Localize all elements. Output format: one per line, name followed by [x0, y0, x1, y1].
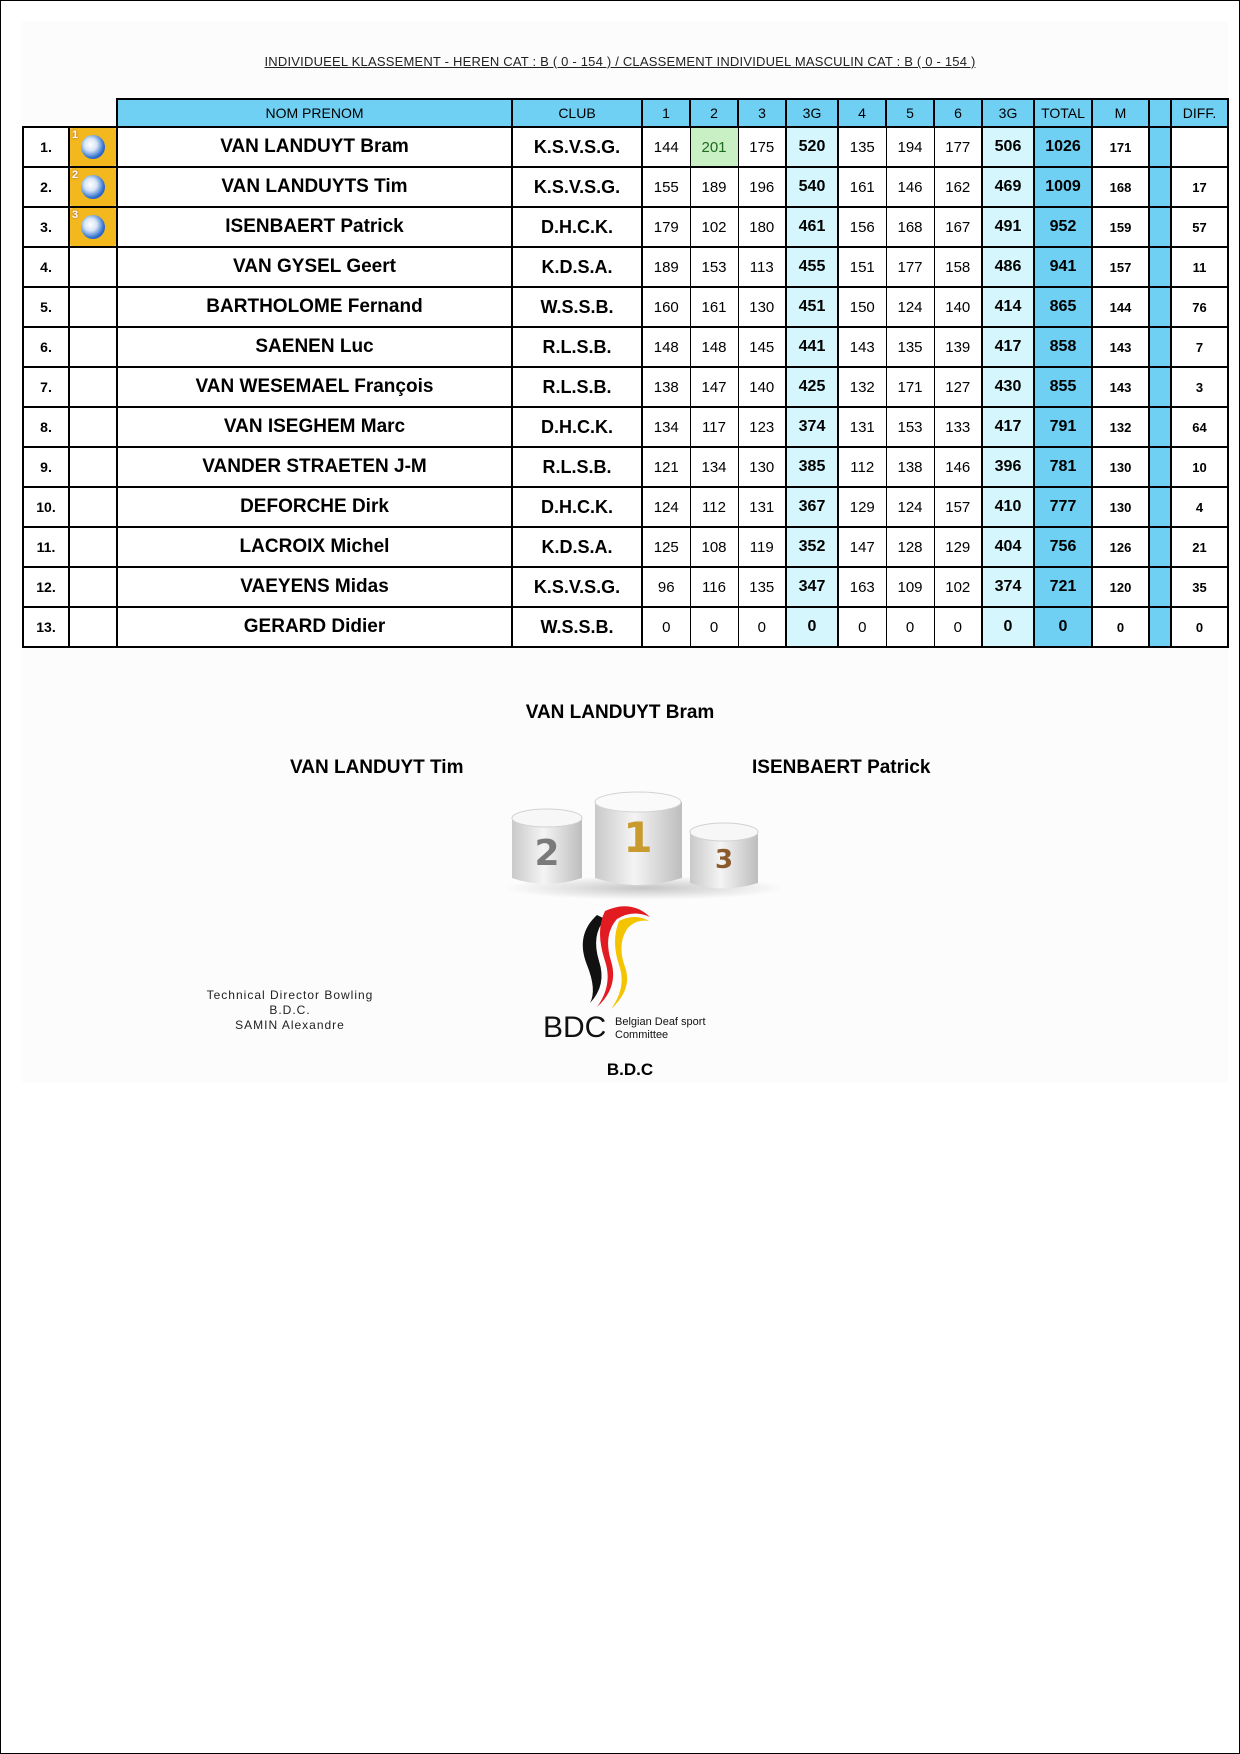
table-row	[23, 327, 1228, 367]
club-code: W.S.S.B.	[512, 607, 642, 647]
difference-score: 57	[1171, 207, 1228, 247]
player-name: VAN ISEGHEM Marc	[117, 407, 512, 447]
game-2-score: 161	[690, 287, 738, 327]
game-2-score: 147	[690, 367, 738, 407]
ranking-body	[23, 127, 1228, 647]
spacer-cell	[1149, 367, 1171, 407]
podium-label-2: 2	[534, 833, 560, 874]
average-score: 157	[1092, 247, 1149, 287]
table-row	[23, 407, 1228, 447]
spacer-cell	[1149, 527, 1171, 567]
ranking-table	[22, 98, 1229, 648]
total-score: 756	[1034, 527, 1092, 567]
table-row	[23, 567, 1228, 607]
game-6-score: 167	[934, 207, 982, 247]
medal	[69, 487, 117, 527]
spacer-cell	[1149, 567, 1171, 607]
game-6-score: 127	[934, 367, 982, 407]
bowling-ball-icon	[81, 215, 105, 239]
game-3-score: 119	[738, 527, 786, 567]
average-score: 171	[1092, 127, 1149, 167]
medal	[69, 167, 117, 207]
game-4-score: 135	[838, 127, 886, 167]
game-4-score: 143	[838, 327, 886, 367]
average-score: 143	[1092, 367, 1149, 407]
club-code: R.L.S.B.	[512, 447, 642, 487]
player-name: GERARD Didier	[117, 607, 512, 647]
game-6-score: 177	[934, 127, 982, 167]
club-code: D.H.C.K.	[512, 207, 642, 247]
table-row	[23, 447, 1228, 487]
game-4-score: 151	[838, 247, 886, 287]
game-2-score: 189	[690, 167, 738, 207]
club-code: D.H.C.K.	[512, 407, 642, 447]
difference-score: 3	[1171, 367, 1228, 407]
game-5-score: 153	[886, 407, 934, 447]
total-score: 791	[1034, 407, 1092, 447]
table-row	[23, 527, 1228, 567]
game-5-score: 146	[886, 167, 934, 207]
medal	[69, 287, 117, 327]
subtotal-1-score: 455	[786, 247, 838, 287]
game-1-score: 0	[642, 607, 690, 647]
game-1-score: 125	[642, 527, 690, 567]
subtotal-2-score: 374	[982, 567, 1034, 607]
game-5-score: 171	[886, 367, 934, 407]
game-6-score: 102	[934, 567, 982, 607]
game-5-score: 109	[886, 567, 934, 607]
game-6-score: 146	[934, 447, 982, 487]
club-code: K.S.V.S.G.	[512, 167, 642, 207]
game-2-score: 116	[690, 567, 738, 607]
game-1-score: 160	[642, 287, 690, 327]
table-row	[23, 607, 1228, 647]
subtotal-2-score: 417	[982, 327, 1034, 367]
player-name: LACROIX Michel	[117, 527, 512, 567]
average-score: 144	[1092, 287, 1149, 327]
table-row	[23, 367, 1228, 407]
subtotal-2-score: 491	[982, 207, 1034, 247]
player-name: VAEYENS Midas	[117, 567, 512, 607]
player-name: ISENBAERT Patrick	[117, 207, 512, 247]
game-2-score: 201	[690, 127, 738, 167]
difference-score: 21	[1171, 527, 1228, 567]
medal	[69, 567, 117, 607]
game-6-score: 133	[934, 407, 982, 447]
game-2-score: 108	[690, 527, 738, 567]
rank-position: 7.	[23, 367, 69, 407]
signature-role: Technical Director Bowling	[206, 988, 374, 1002]
podium-label-3: 3	[714, 845, 734, 875]
subtotal-1-score: 425	[786, 367, 838, 407]
signature-org: B.D.C.	[269, 1003, 311, 1017]
subtotal-1-score: 385	[786, 447, 838, 487]
average-score: 132	[1092, 407, 1149, 447]
total-score: 941	[1034, 247, 1092, 287]
medal	[69, 607, 117, 647]
difference-score: 7	[1171, 327, 1228, 367]
subtotal-1-score: 347	[786, 567, 838, 607]
spacer-cell	[1149, 247, 1171, 287]
game-6-score: 0	[934, 607, 982, 647]
game-3-score: 135	[738, 567, 786, 607]
subtotal-2-score: 417	[982, 407, 1034, 447]
rank-position: 10.	[23, 487, 69, 527]
header-subtotal-1: 3G	[786, 99, 838, 127]
subtotal-1-score: 461	[786, 207, 838, 247]
player-name: VAN LANDUYTS Tim	[117, 167, 512, 207]
difference-score: 11	[1171, 247, 1228, 287]
rank-position: 11.	[23, 527, 69, 567]
table-header-row	[23, 99, 1228, 127]
podium-second-name: VAN LANDUYT Tim	[290, 757, 464, 778]
game-3-score: 196	[738, 167, 786, 207]
table-row	[23, 207, 1228, 247]
total-score: 777	[1034, 487, 1092, 527]
average-score: 0	[1092, 607, 1149, 647]
game-4-score: 150	[838, 287, 886, 327]
podium-third-name: ISENBAERT Patrick	[752, 757, 931, 778]
game-6-score: 139	[934, 327, 982, 367]
game-2-score: 153	[690, 247, 738, 287]
signature-person: SAMIN Alexandre	[235, 1018, 345, 1032]
game-1-score: 144	[642, 127, 690, 167]
subtotal-2-score: 430	[982, 367, 1034, 407]
header-game-3: 3	[738, 99, 786, 127]
game-5-score: 135	[886, 327, 934, 367]
player-name: VAN GYSEL Geert	[117, 247, 512, 287]
game-3-score: 180	[738, 207, 786, 247]
game-5-score: 138	[886, 447, 934, 487]
bowling-medal-icon	[70, 128, 116, 166]
rank-position: 8.	[23, 407, 69, 447]
club-code: R.L.S.B.	[512, 367, 642, 407]
club-code: K.D.S.A.	[512, 247, 642, 287]
difference-score: 17	[1171, 167, 1228, 207]
bdc-logo	[535, 895, 735, 1045]
subtotal-2-score: 486	[982, 247, 1034, 287]
logo-caption: B.D.C	[606, 1060, 654, 1079]
game-6-score: 162	[934, 167, 982, 207]
logo-text-line2: Committee	[615, 1029, 669, 1041]
game-1-score: 148	[642, 327, 690, 367]
total-score: 1009	[1034, 167, 1092, 207]
average-score: 130	[1092, 447, 1149, 487]
spacer-cell	[1149, 487, 1171, 527]
game-4-score: 0	[838, 607, 886, 647]
player-name: DEFORCHE Dirk	[117, 487, 512, 527]
game-4-score: 161	[838, 167, 886, 207]
subtotal-1-score: 352	[786, 527, 838, 567]
game-3-score: 113	[738, 247, 786, 287]
header-game-4: 4	[838, 99, 886, 127]
difference-score: 64	[1171, 407, 1228, 447]
game-6-score: 158	[934, 247, 982, 287]
game-5-score: 0	[886, 607, 934, 647]
game-3-score: 175	[738, 127, 786, 167]
subtotal-2-score: 469	[982, 167, 1034, 207]
game-6-score: 129	[934, 527, 982, 567]
average-score: 126	[1092, 527, 1149, 567]
club-code: R.L.S.B.	[512, 327, 642, 367]
header-club: CLUB	[512, 99, 642, 127]
total-score: 0	[1034, 607, 1092, 647]
spacer-cell	[1149, 287, 1171, 327]
header-game-6: 6	[934, 99, 982, 127]
rank-position: 13.	[23, 607, 69, 647]
subtotal-1-score: 520	[786, 127, 838, 167]
medal-rank-number: 1	[72, 129, 79, 141]
rank-position: 6.	[23, 327, 69, 367]
game-5-score: 124	[886, 487, 934, 527]
game-5-score: 177	[886, 247, 934, 287]
total-score: 1026	[1034, 127, 1092, 167]
difference-score: 35	[1171, 567, 1228, 607]
game-4-score: 156	[838, 207, 886, 247]
game-2-score: 0	[690, 607, 738, 647]
header-average: M	[1092, 99, 1149, 127]
game-1-score: 121	[642, 447, 690, 487]
bowling-medal-icon	[70, 208, 116, 246]
game-4-score: 132	[838, 367, 886, 407]
table-row	[23, 127, 1228, 167]
game-4-score: 129	[838, 487, 886, 527]
bowling-ball-icon	[81, 175, 105, 199]
total-score: 858	[1034, 327, 1092, 367]
total-score: 721	[1034, 567, 1092, 607]
subtotal-1-score: 0	[786, 607, 838, 647]
rank-position: 12.	[23, 567, 69, 607]
medal	[69, 127, 117, 167]
game-2-score: 148	[690, 327, 738, 367]
medal	[69, 327, 117, 367]
game-3-score: 140	[738, 367, 786, 407]
podium-image	[500, 790, 790, 900]
total-score: 855	[1034, 367, 1092, 407]
game-1-score: 155	[642, 167, 690, 207]
game-2-score: 134	[690, 447, 738, 487]
medal-rank-number: 2	[72, 169, 79, 181]
difference-score: 76	[1171, 287, 1228, 327]
game-1-score: 96	[642, 567, 690, 607]
club-code: D.H.C.K.	[512, 487, 642, 527]
page-title: INDIVIDUEEL KLASSEMENT - HEREN CAT : B ( 0 - 154 ) / CLASSEMENT INDIVIDUEL MASCULIN CAT : B ( 0 - 154 )	[264, 54, 976, 69]
medal	[69, 527, 117, 567]
subtotal-1-score: 367	[786, 487, 838, 527]
club-code: W.S.S.B.	[512, 287, 642, 327]
club-code: K.S.V.S.G.	[512, 567, 642, 607]
header-diff: DIFF.	[1171, 99, 1228, 127]
game-1-score: 134	[642, 407, 690, 447]
spacer-cell	[1149, 447, 1171, 487]
rank-position: 1.	[23, 127, 69, 167]
game-4-score: 163	[838, 567, 886, 607]
game-4-score: 131	[838, 407, 886, 447]
player-name: VAN WESEMAEL François	[117, 367, 512, 407]
spacer-cell	[1149, 607, 1171, 647]
game-1-score: 138	[642, 367, 690, 407]
game-5-score: 194	[886, 127, 934, 167]
signature-block	[190, 988, 390, 1033]
game-3-score: 130	[738, 287, 786, 327]
rank-position: 9.	[23, 447, 69, 487]
podium-label-1: 1	[623, 813, 653, 862]
game-3-score: 123	[738, 407, 786, 447]
spacer-cell	[1149, 207, 1171, 247]
subtotal-2-score: 410	[982, 487, 1034, 527]
game-2-score: 117	[690, 407, 738, 447]
difference-score: 4	[1171, 487, 1228, 527]
medal	[69, 207, 117, 247]
spacer-cell	[1149, 327, 1171, 367]
spacer-cell	[1149, 167, 1171, 207]
game-4-score: 112	[838, 447, 886, 487]
player-name: BARTHOLOME Fernand	[117, 287, 512, 327]
game-3-score: 130	[738, 447, 786, 487]
header-gap	[23, 99, 69, 127]
total-score: 781	[1034, 447, 1092, 487]
bowling-medal-icon	[70, 168, 116, 206]
club-code: K.D.S.A.	[512, 527, 642, 567]
spacer-cell	[1149, 407, 1171, 447]
game-3-score: 0	[738, 607, 786, 647]
game-4-score: 147	[838, 527, 886, 567]
club-code: K.S.V.S.G.	[512, 127, 642, 167]
rank-position: 4.	[23, 247, 69, 287]
subtotal-1-score: 451	[786, 287, 838, 327]
game-3-score: 145	[738, 327, 786, 367]
difference-score: 10	[1171, 447, 1228, 487]
game-1-score: 189	[642, 247, 690, 287]
game-5-score: 168	[886, 207, 934, 247]
game-1-score: 179	[642, 207, 690, 247]
header-subtotal-2: 3G	[982, 99, 1034, 127]
average-score: 130	[1092, 487, 1149, 527]
player-name: VAN LANDUYT Bram	[117, 127, 512, 167]
player-name: SAENEN Luc	[117, 327, 512, 367]
average-score: 168	[1092, 167, 1149, 207]
subtotal-2-score: 0	[982, 607, 1034, 647]
average-score: 159	[1092, 207, 1149, 247]
game-1-score: 124	[642, 487, 690, 527]
header-game-2: 2	[690, 99, 738, 127]
difference-score: 0	[1171, 607, 1228, 647]
subtotal-1-score: 540	[786, 167, 838, 207]
table-row	[23, 487, 1228, 527]
medal	[69, 447, 117, 487]
logo-abbr: BDC	[543, 1011, 607, 1044]
average-score: 120	[1092, 567, 1149, 607]
subtotal-1-score: 374	[786, 407, 838, 447]
subtotal-2-score: 506	[982, 127, 1034, 167]
total-score: 865	[1034, 287, 1092, 327]
game-2-score: 102	[690, 207, 738, 247]
game-2-score: 112	[690, 487, 738, 527]
player-name: VANDER STRAETEN J-M	[117, 447, 512, 487]
subtotal-2-score: 404	[982, 527, 1034, 567]
difference-score	[1171, 127, 1228, 167]
medal	[69, 247, 117, 287]
game-6-score: 140	[934, 287, 982, 327]
rank-position: 5.	[23, 287, 69, 327]
game-3-score: 131	[738, 487, 786, 527]
header-total: TOTAL	[1034, 99, 1092, 127]
table-row	[23, 247, 1228, 287]
bowling-ball-icon	[81, 135, 105, 159]
rank-position: 2.	[23, 167, 69, 207]
header-spacer	[1149, 99, 1171, 127]
rank-position: 3.	[23, 207, 69, 247]
game-5-score: 124	[886, 287, 934, 327]
header-game-5: 5	[886, 99, 934, 127]
table-row	[23, 167, 1228, 207]
medal	[69, 367, 117, 407]
medal-rank-number: 3	[72, 209, 79, 221]
podium-first-name: VAN LANDUYT Bram	[525, 702, 715, 723]
subtotal-2-score: 414	[982, 287, 1034, 327]
game-6-score: 157	[934, 487, 982, 527]
header-gap	[69, 99, 117, 127]
average-score: 143	[1092, 327, 1149, 367]
game-5-score: 128	[886, 527, 934, 567]
total-score: 952	[1034, 207, 1092, 247]
medal	[69, 407, 117, 447]
subtotal-2-score: 396	[982, 447, 1034, 487]
spacer-cell	[1149, 127, 1171, 167]
logo-text-line1: Belgian Deaf sport	[615, 1016, 706, 1028]
table-row	[23, 287, 1228, 327]
subtotal-1-score: 441	[786, 327, 838, 367]
header-name: NOM PRENOM	[117, 99, 512, 127]
header-game-1: 1	[642, 99, 690, 127]
